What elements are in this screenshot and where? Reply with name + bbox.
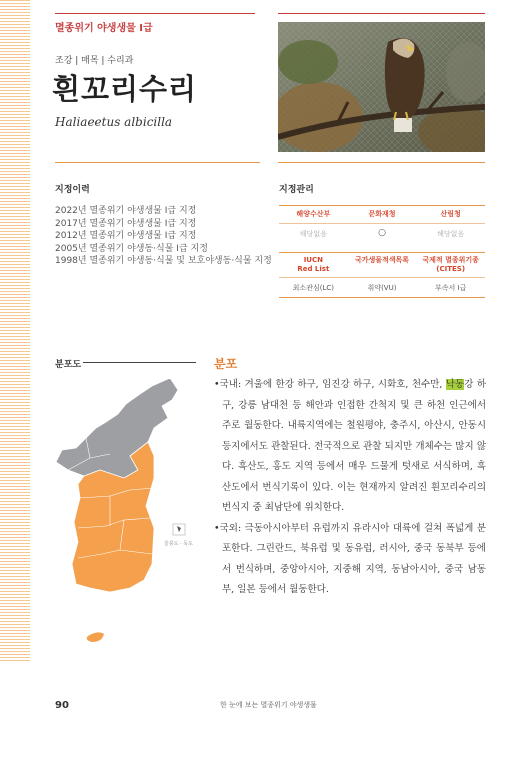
header-rule-right xyxy=(278,13,485,14)
section-rule-left xyxy=(55,162,260,163)
map-north-korea xyxy=(56,378,178,478)
designation-management-heading: 지정관리 xyxy=(279,185,314,195)
header-rule-left xyxy=(55,13,255,14)
distribution-body xyxy=(214,375,486,601)
table-header: 문화재청 xyxy=(368,210,396,218)
table-header: IUCN Red List xyxy=(297,256,330,273)
category-label: 멸종위기 야생생물 Ⅰ급 xyxy=(55,23,153,34)
table-cell: 취약(VU) xyxy=(367,284,397,292)
taxonomy: 조강 | 매목 | 수리과 xyxy=(55,56,134,66)
book-title: 한 눈에 보는 멸종위기 야생생물 xyxy=(220,701,317,709)
species-name-korean: 흰꼬리수리 xyxy=(52,72,198,106)
list-item: 2017년 멸종위기 야생생물 Ⅰ급 지정 xyxy=(55,218,197,229)
table-cell: 해당없음 xyxy=(437,230,465,238)
designation-table xyxy=(279,205,485,298)
distribution-map xyxy=(50,378,210,648)
table-header: 국제적 멸종위기종 (CITES) xyxy=(422,256,479,273)
table-cell: 해당없음 xyxy=(299,230,327,238)
distribution-map-rule xyxy=(83,362,196,363)
table-header: 해양수산부 xyxy=(296,210,331,218)
distribution-overseas: •국외: 극동아시아부터 유럽까지 유라시아 대륙에 걸쳐 폭넓게 분포한다. 그린란드, 북유럽 및 동유럽, 러시아, 중국 동북부 등에서 번식하며, 중앙아시아, 지중해 지역, 동남아시아, 중국 남동부, 일본 등에서 월동한다. xyxy=(214,522,486,595)
table-header: 국가생물적색목록 xyxy=(354,256,410,264)
designation-history-list xyxy=(55,205,272,268)
table-row xyxy=(279,224,485,252)
table-cell: 부속서 Ⅰ급 xyxy=(435,284,467,292)
inset-label: 울릉도 · 독도 xyxy=(164,541,193,547)
highlight: 낙동 xyxy=(445,379,465,390)
eagle-photo xyxy=(278,22,485,152)
section-rule-right xyxy=(278,162,485,163)
species-name-scientific: Haliaeetus albicilla xyxy=(55,115,173,129)
decorative-stripe xyxy=(0,0,30,662)
list-item: 2005년 멸종위기 야생동·식물 Ⅰ급 지정 xyxy=(55,243,208,254)
table-row xyxy=(279,278,485,297)
table-header-row xyxy=(279,206,485,223)
list-item: 2022년 멸종위기 야생생물 Ⅰ급 지정 xyxy=(55,206,197,216)
designation-history-heading: 지정이력 xyxy=(55,185,90,195)
list-item: 2012년 멸종위기 야생생물 Ⅰ급 지정 xyxy=(55,231,197,242)
distribution-title: 분포 xyxy=(214,357,238,371)
distribution-map-heading: 분포도 xyxy=(55,360,82,370)
page-number: 90 xyxy=(55,700,69,711)
table-cell: 최소관심(LC) xyxy=(292,284,334,292)
map-jeju xyxy=(87,632,104,642)
distribution-domestic: •국내: 겨울에 한강 하구, 임진강 하구, 시화호, 천수만, 낙동강 하구, 강릉 남대천 등 해안과 인접한 간척지 및 큰 하천 인근에서 주로 월동한다. 내륙지역에는 철원평야, 충주시, 아산시, 안동시 등지에서도 관찰된다. 전국적으로 관찰 되지만 개체수는 많지 않다. 흑산도, 홍도 지역 등에서 매우 드물게 텃새로 서식하며, 흑산도에서 번식기록이 있다. 이는 현재까지 알려진 흰꼬리수리의 번식지 중 최남단에 위치한다. xyxy=(214,379,487,513)
table-header-row xyxy=(279,253,485,277)
list-item: 1998년 멸종위기 야생동·식물 및 보호야생동·식물 지정 xyxy=(55,256,272,267)
table-rule xyxy=(279,297,485,298)
table-cell: ○ xyxy=(378,228,386,238)
table-header: 산림청 xyxy=(440,210,461,218)
